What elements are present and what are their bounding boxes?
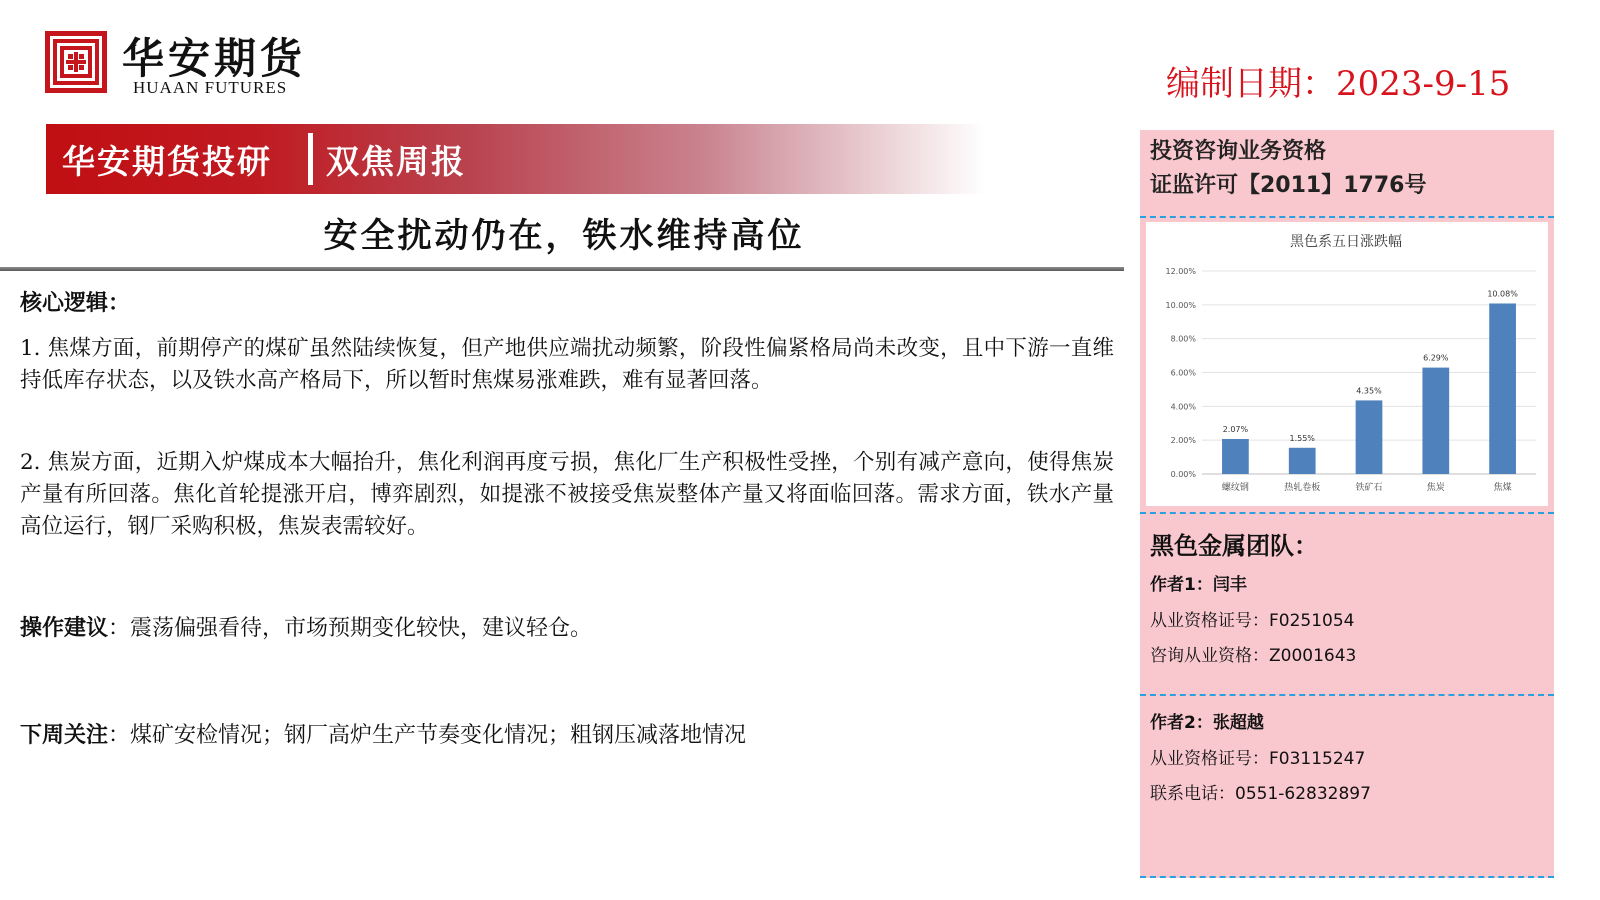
core-logic-label: 核心逻辑： — [20, 291, 131, 316]
panel-divider — [1140, 512, 1554, 514]
y-tick-label: 12.00% — [1165, 267, 1196, 276]
panel-divider — [1140, 694, 1554, 696]
bar-value-label: 2.07% — [1222, 424, 1249, 434]
y-tick-label: 10.00% — [1165, 300, 1196, 310]
banner-brand: 华安期货投研 — [62, 142, 272, 181]
author2-name: 张超越 — [1212, 713, 1264, 733]
bar-value-label: 6.29% — [1423, 353, 1449, 363]
author2-phone: 联系电话：0551-62832897 — [1150, 784, 1371, 804]
compile-date: 编制日期：2023-9-15 — [1166, 64, 1511, 104]
bar — [1356, 400, 1383, 474]
bar-value-label: 1.55% — [1289, 433, 1315, 443]
y-tick-label: 6.00% — [1170, 368, 1196, 378]
chart-container — [1146, 222, 1548, 506]
qualification-license: 证监许可【2011】1776号 — [1150, 173, 1427, 198]
banner-divider — [308, 133, 313, 185]
author1-consult-cert: 咨询从业资格：Z0001643 — [1150, 646, 1357, 666]
operation-advice-label: 操作建议 — [20, 616, 109, 641]
bar — [1222, 439, 1249, 474]
operation-advice — [20, 611, 592, 642]
operation-advice-text: ：震荡偏强看待，市场预期变化较快，建议轻仓。 — [108, 616, 593, 641]
huaan-logo-icon — [44, 30, 108, 94]
bar — [1422, 368, 1449, 474]
author1-name: 闫丰 — [1212, 575, 1247, 595]
author2-line — [1150, 708, 1264, 733]
qualification-line-1: 投资咨询业务资格 — [1150, 139, 1327, 164]
x-category-label: 热轧卷板 — [1284, 483, 1321, 493]
x-category-label: 焦煤 — [1493, 483, 1512, 493]
bar — [1489, 303, 1516, 474]
coke-paragraph: 2. 焦炭方面，近期入炉煤成本大幅抬升，焦化利润再度亏损，焦化厂生产积极性受挫，个别有减产意向，使得焦炭产量有所回落。焦化首轮提涨开启，博弈剧烈，如提涨不被接受焦炭整体产量又将面临回落。需求方面，铁水产量高位运行，钢厂采购积极，焦炭表需较好。 — [20, 450, 1114, 539]
y-tick-label: 8.00% — [1170, 334, 1196, 344]
next-week-focus-text: ：煤矿安检情况；钢厂高炉生产节奏变化情况；粗钢压减落地情况 — [108, 723, 747, 748]
banner-report-name: 双焦周报 — [326, 142, 466, 181]
y-tick-label: 2.00% — [1170, 436, 1196, 446]
author1-line — [1150, 570, 1247, 595]
x-category-label: 螺纹钢 — [1221, 483, 1249, 493]
team-title: 黑色金属团队： — [1150, 532, 1318, 560]
logo-english-name: HUAAN FUTURES — [133, 78, 288, 97]
five-day-change-chart — [1146, 222, 1548, 506]
y-tick-label: 4.00% — [1170, 402, 1196, 412]
next-week-focus-label: 下周关注 — [20, 723, 109, 748]
x-category-label: 焦炭 — [1426, 483, 1445, 493]
bar — [1289, 448, 1316, 474]
report-title: 安全扰动仍在，铁水维持高位 — [323, 216, 805, 256]
x-category-label: 铁矿石 — [1355, 483, 1383, 493]
author1-cert: 从业资格证号：F0251054 — [1150, 611, 1355, 631]
bar-value-label: 4.35% — [1356, 386, 1382, 396]
bar-value-label: 10.08% — [1487, 289, 1518, 299]
panel-divider — [1140, 876, 1554, 878]
logo-chinese-name: 华安期货 — [122, 34, 307, 83]
panel-divider — [1140, 216, 1554, 218]
author1-label: 作者1： — [1150, 575, 1213, 595]
coking-coal-paragraph: 1. 焦煤方面，前期停产的煤矿虽然陆续恢复，但产地供应端扰动频繁，阶段性偏紧格局尚未改变，且中下游一直维持低库存状态，以及铁水高产格局下，所以暂时焦煤易涨难跌，难有显著回落。 — [20, 336, 1114, 393]
title-divider — [0, 267, 1124, 271]
author2-label: 作者2： — [1150, 713, 1213, 733]
y-tick-label: 0.00% — [1170, 470, 1196, 479]
author2-cert: 从业资格证号：F03115247 — [1150, 749, 1366, 769]
next-week-focus — [20, 718, 746, 749]
chart-title: 黑色系五日涨跌幅 — [1290, 234, 1402, 250]
